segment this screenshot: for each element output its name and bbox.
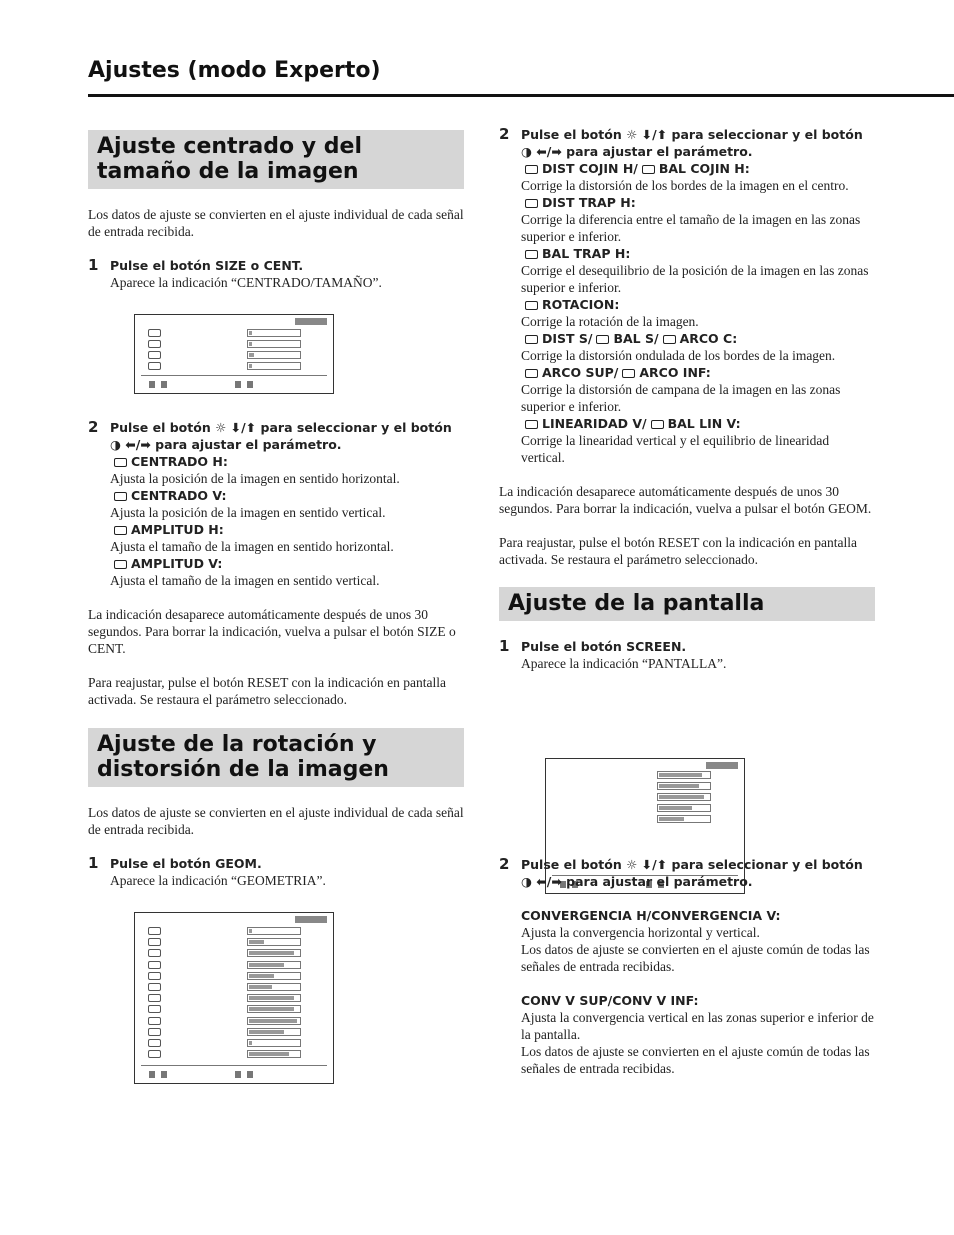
arco-inf-icon: [622, 369, 635, 378]
geom-note2: Para reajustar, pulse el botón RESET con la indicación en pantalla activada. Se restaura el parámetro seleccionado.: [499, 535, 857, 567]
left-column: [88, 130, 464, 889]
item-label: AMPLITUD H:: [131, 522, 224, 537]
contrast-icon: ◑: [110, 437, 121, 452]
osd-title-tag: [295, 318, 327, 325]
osd-level-fill: [249, 342, 252, 346]
step1-title: Pulse el botón GEOM.: [110, 856, 262, 871]
step-number: 1: [88, 854, 99, 872]
brightness-icon: ☼: [626, 127, 638, 142]
osd-level-bar: [247, 927, 301, 935]
brightness-icon: ☼: [626, 857, 638, 872]
osd-title-tag: [295, 916, 327, 923]
osd-key-icon: [235, 1071, 241, 1078]
item-label: AMPLITUD V:: [131, 556, 223, 571]
osd-item-icon: [148, 972, 161, 980]
item-text: Corrige el desequilibrio de la posición de la imagen en las zonas superior e inferior.: [521, 263, 869, 295]
item-label: LINEARIDAD V/: [542, 416, 647, 431]
osd-key-icon: [247, 1071, 253, 1078]
osd-level-fill: [249, 951, 294, 955]
conv-title: CONVERGENCIA H/CONVERGENCIA V:: [521, 908, 781, 923]
step1-text: Aparece la indicación “CENTRADO/TAMAÑO”.: [110, 275, 382, 290]
convv-text1: Ajusta la convergencia vertical en las zonas superior e inferior de la pantalla.: [521, 1010, 874, 1042]
item-label-2: BAL COJIN H:: [658, 161, 750, 176]
osd-level-fill: [249, 929, 252, 933]
osd-level-fill: [249, 996, 294, 1000]
step2-text-c: para ajustar el parámetro.: [566, 144, 753, 159]
osd-item-icon: [148, 927, 161, 935]
brightness-icon: ☼: [215, 420, 227, 435]
osd-separator: [141, 375, 327, 376]
step-number: 2: [499, 125, 510, 143]
left-right-arrow-icon: ⬅/➡: [125, 437, 151, 452]
step1-title: Pulse el botón SIZE o CENT.: [110, 258, 304, 273]
osd-level-fill: [249, 985, 272, 989]
osd-item-icon: [148, 983, 161, 991]
osd-level-bar: [247, 1050, 301, 1058]
step-number: 1: [499, 637, 510, 655]
right-column: [499, 126, 875, 1077]
osd-item-icon: [148, 994, 161, 1002]
item-label: ROTACION:: [542, 297, 620, 312]
osd-level-bar: [247, 362, 301, 370]
osd-item-icon: [148, 1039, 161, 1047]
osd-item-icon: [148, 351, 161, 359]
osd-key-icon: [161, 381, 167, 388]
osd-item-icon: [148, 1005, 161, 1013]
osd-key-icon: [149, 1071, 155, 1078]
dist-cojin-icon: [525, 165, 538, 174]
bal-lin-icon: [651, 420, 664, 429]
osd-level-bar: [247, 938, 301, 946]
osd-item-icon: [148, 1050, 161, 1058]
step2-text-a: Pulse el botón: [521, 127, 622, 142]
left-right-arrow-icon: ⬅/➡: [536, 874, 562, 889]
bal-cojin-icon: [642, 165, 655, 174]
section-title-pantalla: Ajuste de la pantalla: [499, 587, 875, 621]
step-number: 2: [88, 418, 99, 436]
amplitud-h-icon: [114, 526, 127, 535]
osd-level-fill: [249, 364, 252, 368]
contrast-icon: ◑: [521, 874, 532, 889]
item-text: Corrige la linearidad vertical y el equilibrio de linearidad vertical.: [521, 433, 830, 465]
item-text: Corrige la diferencia entre el tamaño de la imagen en las zonas superior e inferior.: [521, 212, 861, 244]
item-label: CENTRADO V:: [131, 488, 227, 503]
osd-centrado-tamano: [134, 314, 334, 394]
item-label: ARCO SUP/: [542, 365, 619, 380]
osd-spacer: [499, 672, 875, 856]
osd-level-bar: [247, 351, 301, 359]
header-rule: [88, 94, 954, 97]
dist-s-icon: [525, 335, 538, 344]
osd-separator: [141, 1065, 327, 1066]
osd-item-icon: [148, 362, 161, 370]
osd-item-icon: [148, 949, 161, 957]
section-title-centrado: Ajuste centrado y del tamaño de la imagen: [88, 130, 464, 189]
amplitud-v-icon: [114, 560, 127, 569]
section2-intro: Los datos de ajuste se convierten en el ajuste individual de cada señal de entrada recibida.: [88, 805, 464, 837]
osd-level-bar: [247, 961, 301, 969]
contrast-icon: ◑: [521, 144, 532, 159]
osd-key-icon: [161, 1071, 167, 1078]
step2-text-b: para seleccionar y el botón: [671, 127, 863, 142]
left-right-arrow-icon: ⬅/➡: [536, 144, 562, 159]
section1-step2: [88, 419, 464, 589]
step-number: 2: [499, 855, 510, 873]
section1-note2: Para reajustar, pulse el botón RESET con la indicación en pantalla activada. Se restaura el parámetro seleccionado.: [88, 675, 446, 707]
osd-level-bar: [247, 1017, 301, 1025]
item-label: DIST COJIN H/: [542, 161, 638, 176]
step2-text-b: para seleccionar y el botón: [260, 420, 452, 435]
convv-title: CONV V SUP/CONV V INF:: [521, 993, 699, 1008]
bal-s-icon: [596, 335, 609, 344]
osd-level-bar: [247, 983, 301, 991]
osd-level-fill: [249, 1007, 294, 1011]
section1-intro: Los datos de ajuste se convierten en el ajuste individual de cada señal de entrada recibida.: [88, 207, 464, 239]
step-number: 1: [88, 256, 99, 274]
step1-text: Aparece la indicación “GEOMETRIA”.: [110, 873, 326, 888]
osd-geometria: [134, 912, 334, 1084]
osd-item-icon: [148, 329, 161, 337]
osd-level-fill: [249, 353, 254, 357]
section3-step1: [499, 638, 875, 672]
osd-level-bar: [247, 1005, 301, 1013]
osd-level-fill: [249, 1030, 284, 1034]
down-up-arrow-icon: ⬇/⬆: [230, 420, 257, 435]
item-label: DIST TRAP H:: [542, 195, 636, 210]
section1-note1: La indicación desaparece automáticamente después de unos 30 segundos. Para borrar la indicación, vuelva a pulsar el botón SIZE o CENT.: [88, 607, 456, 656]
osd-level-fill: [249, 1041, 252, 1045]
centrado-h-icon: [114, 458, 127, 467]
osd-level-bar: [247, 329, 301, 337]
osd-key-icon: [149, 381, 155, 388]
item-label: DIST S/: [542, 331, 593, 346]
section3-step2: [499, 856, 875, 1077]
item-text: Ajusta la posición de la imagen en sentido vertical.: [110, 505, 386, 520]
item-label-2: ARCO INF:: [639, 365, 711, 380]
step1-title: Pulse el botón SCREEN.: [521, 639, 687, 654]
step2-text-b: para seleccionar y el botón: [671, 857, 863, 872]
conv-text2: Los datos de ajuste se convierten en el ajuste común de todas las señales de entrada recibidas.: [521, 942, 870, 974]
osd-level-fill: [249, 963, 284, 967]
section-title-rotacion: Ajuste de la rotación y distorsión de la imagen: [88, 728, 464, 787]
geom-step2: [499, 126, 875, 466]
osd-level-bar: [247, 1039, 301, 1047]
osd-key-icon: [247, 381, 253, 388]
osd-level-bar: [247, 1028, 301, 1036]
convv-text2: Los datos de ajuste se convierten en el ajuste común de todas las señales de entrada recibidas.: [521, 1044, 870, 1076]
osd-key-icon: [235, 381, 241, 388]
item-text: Corrige la distorsión de los bordes de la imagen en el centro.: [521, 178, 849, 193]
item-label: BAL TRAP H:: [542, 246, 631, 261]
arco-sup-icon: [525, 369, 538, 378]
item-label-2: BAL S/: [613, 331, 659, 346]
osd-level-bar: [247, 340, 301, 348]
osd-item-icon: [148, 938, 161, 946]
item-text: Ajusta la posición de la imagen en sentido horizontal.: [110, 471, 400, 486]
rotacion-icon: [525, 301, 538, 310]
down-up-arrow-icon: ⬇/⬆: [641, 127, 668, 142]
step2-text-c: para ajustar el parámetro.: [155, 437, 342, 452]
item-text: Ajusta el tamaño de la imagen en sentido vertical.: [110, 573, 380, 588]
osd-level-bar: [247, 994, 301, 1002]
osd-level-bar: [247, 949, 301, 957]
osd-item-icon: [148, 1017, 161, 1025]
bal-trap-icon: [525, 250, 538, 259]
osd-item-icon: [148, 340, 161, 348]
down-up-arrow-icon: ⬇/⬆: [641, 857, 668, 872]
osd-level-fill: [249, 1019, 297, 1023]
arco-c-icon: [663, 335, 676, 344]
dist-trap-icon: [525, 199, 538, 208]
item-text: Ajusta el tamaño de la imagen en sentido horizontal.: [110, 539, 394, 554]
conv-text1: Ajusta la convergencia horizontal y vertical.: [521, 925, 760, 940]
osd-level-fill: [249, 940, 264, 944]
item-text: Corrige la rotación de la imagen.: [521, 314, 699, 329]
step2-text-a: Pulse el botón: [521, 857, 622, 872]
item-text: Corrige la distorsión ondulada de los bordes de la imagen.: [521, 348, 836, 363]
osd-level-fill: [249, 974, 274, 978]
osd-item-icon: [148, 961, 161, 969]
centrado-v-icon: [114, 492, 127, 501]
section1-step1: [88, 257, 464, 291]
item-label: CENTRADO H:: [131, 454, 228, 469]
osd-level-bar: [247, 972, 301, 980]
osd-level-fill: [249, 331, 252, 335]
geom-note1: La indicación desaparece automáticamente después de unos 30 segundos. Para borrar la indicación, vuelva a pulsar el botón GEOM.: [499, 484, 872, 516]
osd-level-fill: [249, 1052, 289, 1056]
step2-text-c: para ajustar el parámetro.: [566, 874, 753, 889]
item-label-3: ARCO C:: [679, 331, 738, 346]
step2-text-a: Pulse el botón: [110, 420, 211, 435]
linearidad-icon: [525, 420, 538, 429]
page-header: Ajustes (modo Experto): [88, 58, 381, 83]
item-label-2: BAL LIN V:: [667, 416, 741, 431]
osd-item-icon: [148, 1028, 161, 1036]
item-text: Corrige la distorsión de campana de la imagen en las zonas superior e inferior.: [521, 382, 841, 414]
step1-text: Aparece la indicación “PANTALLA”.: [521, 656, 727, 671]
section2-step1: [88, 855, 464, 889]
